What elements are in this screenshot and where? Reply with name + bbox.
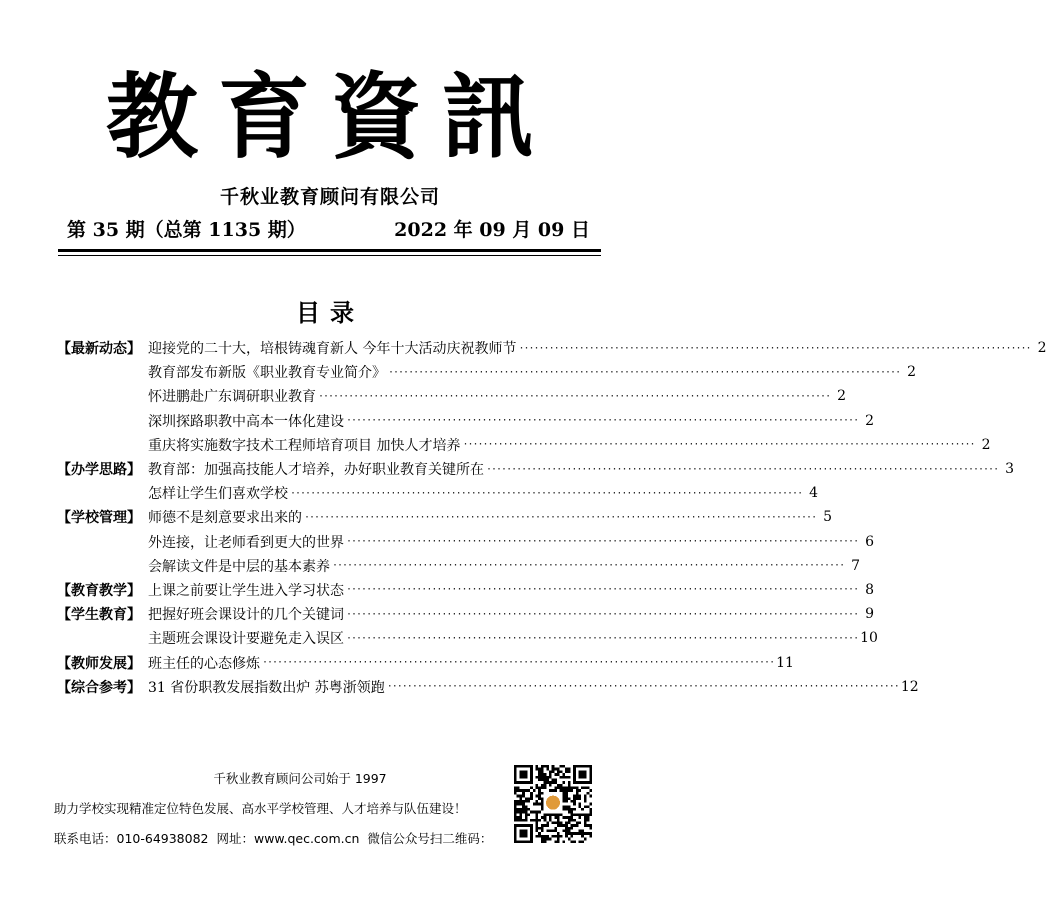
toc-leader-dots <box>518 343 1030 354</box>
toc-leader-dots <box>290 488 802 499</box>
footer-founded: 千秋业教育顾问公司始于 1997 <box>213 771 387 786</box>
toc-title[interactable]: 教育部：加强高技能人才培养，办好职业教育关键所在 <box>148 462 484 479</box>
toc-page-number: 12 <box>900 678 919 695</box>
toc-title[interactable]: 外连接，让老师看到更大的世界 <box>148 534 344 551</box>
toc-row[interactable] <box>57 626 878 650</box>
toc-entry <box>148 435 991 455</box>
toc-entry <box>148 411 874 431</box>
toc-title[interactable]: 迎接党的二十大，培根铸魂育新人 今年十大活动庆祝教师节 <box>148 341 517 358</box>
toc-row[interactable] <box>57 675 919 699</box>
toc-category: 【学校管理】 <box>57 510 141 527</box>
toc-entry <box>148 362 916 382</box>
toc-title[interactable]: 上课之前要让学生进入学习状态 <box>148 582 344 599</box>
toc-title[interactable]: 怎样让学生们喜欢学校 <box>148 486 288 503</box>
toc-category: 【综合参考】 <box>57 679 141 696</box>
toc-row[interactable] <box>57 409 875 433</box>
toc-page-number: 7 <box>851 557 861 574</box>
toc-title[interactable]: 班主任的心态修炼 <box>148 655 260 672</box>
toc-leader-dots <box>346 633 858 644</box>
toc-leader-dots <box>388 367 900 378</box>
footer-contact: 联系电话：010-64938082 网址：www.qec.com.cn 微信公众号扫二维码： <box>54 831 493 846</box>
toc-title[interactable]: 怀进鹏赴广东调研职业教育 <box>148 389 316 406</box>
toc-title[interactable]: 把握好班会课设计的几个关键词 <box>148 607 344 624</box>
masthead-title: 教育資訊 <box>105 63 554 171</box>
toc-row[interactable] <box>57 481 819 505</box>
toc-leader-dots <box>332 560 844 571</box>
toc-page-number: 4 <box>809 485 819 502</box>
toc-page-number: 3 <box>1005 461 1015 478</box>
toc-entry <box>148 338 1047 358</box>
toc-entry <box>148 532 874 552</box>
toc-page-number: 2 <box>981 436 991 453</box>
toc-page-number: 2 <box>865 412 875 429</box>
toc-title[interactable]: 会解读文件是中层的基本素养 <box>148 558 330 575</box>
toc-leader-dots <box>318 391 830 402</box>
toc-title[interactable]: 主题班会课设计要避免走入误区 <box>148 631 344 648</box>
qr-code-icon <box>514 765 592 843</box>
toc-page-number: 2 <box>1037 340 1047 357</box>
toc-leader-dots <box>387 681 899 692</box>
toc-row[interactable] <box>57 554 861 578</box>
toc-heading: 目录 <box>296 298 364 327</box>
toc-leader-dots <box>346 415 858 426</box>
toc-row[interactable] <box>57 336 1047 360</box>
toc-page-number: 6 <box>865 533 875 550</box>
toc-leader-dots <box>486 464 998 475</box>
toc-entry <box>148 556 860 576</box>
header-rule-thin <box>58 255 601 256</box>
footer-slogan: 助力学校实现精准定位特色发展、高水平学校管理、人才培养与队伍建设！ <box>54 801 467 816</box>
toc-title[interactable]: 深圳探路职教中高本一体化建设 <box>148 413 344 430</box>
toc-page-number: 5 <box>823 509 833 526</box>
toc-entry <box>148 459 1014 479</box>
toc-leader-dots <box>346 536 858 547</box>
toc-title[interactable]: 31 省份职教发展指数出炉 苏粤浙领跑 <box>148 679 385 696</box>
toc-entry <box>148 677 919 697</box>
toc-entry <box>148 580 874 600</box>
toc-page-number: 2 <box>907 364 917 381</box>
toc-page-number: 11 <box>776 654 794 671</box>
toc-entry <box>148 386 846 406</box>
toc-category: 【学生教育】 <box>57 607 141 624</box>
toc-row[interactable] <box>57 578 875 602</box>
toc-entry <box>148 507 832 527</box>
toc-row[interactable] <box>57 457 1015 481</box>
toc-page-number: 8 <box>865 581 875 598</box>
toc-row[interactable] <box>57 384 847 408</box>
toc-entry <box>148 483 818 503</box>
toc-category: 【办学思路】 <box>57 462 141 479</box>
toc-row[interactable] <box>57 650 794 674</box>
toc-page-number: 9 <box>865 606 875 623</box>
toc-page-number: 10 <box>860 630 878 647</box>
toc-category: 【最新动态】 <box>57 341 141 358</box>
toc-title[interactable]: 师德不是刻意要求出来的 <box>148 510 302 527</box>
toc-row[interactable] <box>57 602 875 626</box>
toc-row[interactable] <box>57 505 833 529</box>
toc-entry <box>148 628 878 648</box>
toc-page-number: 2 <box>837 388 847 405</box>
issue-date: 2022 年 09 月 09 日 <box>394 219 590 241</box>
company-name: 千秋业教育顾问有限公司 <box>219 186 440 208</box>
toc-category: 【教育教学】 <box>57 582 141 599</box>
toc-row[interactable] <box>57 360 917 384</box>
toc-category: 【教师发展】 <box>57 655 141 672</box>
toc-row[interactable] <box>57 530 875 554</box>
header-rule-thick <box>58 249 601 252</box>
toc-leader-dots <box>346 584 858 595</box>
table-of-contents <box>57 336 1047 699</box>
toc-row[interactable] <box>57 433 991 457</box>
toc-leader-dots <box>462 439 974 450</box>
toc-entry <box>148 604 874 624</box>
toc-leader-dots <box>304 512 816 523</box>
issue-number: 第 35 期（总第 1135 期） <box>67 219 306 241</box>
toc-leader-dots <box>346 609 858 620</box>
toc-leader-dots <box>262 657 774 668</box>
toc-title[interactable]: 教育部发布新版《职业教育专业简介》 <box>148 365 386 382</box>
toc-title[interactable]: 重庆将实施数字技术工程师培育项目 加快人才培养 <box>148 437 461 454</box>
toc-entry <box>148 653 794 673</box>
